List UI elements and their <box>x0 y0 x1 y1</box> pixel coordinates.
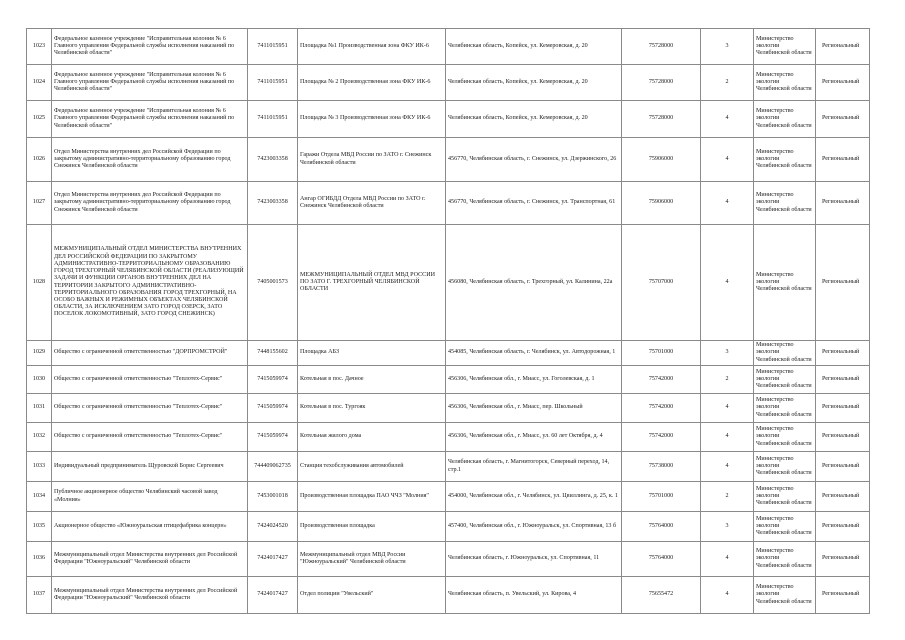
cell-address: 456306, Челябинская обл., г. Миасс, ул. 60 лет Октября, д. 4 <box>446 423 622 452</box>
cell-number: 1027 <box>27 182 52 225</box>
cell-organization: Федеральное казенное учреждение "Исправительная колония № 6 Главного управления Федеральной службы исполнения наказаний по Челябинской области" <box>52 65 248 101</box>
cell-address: 456770, Челябинская область, г. Снежинск, ул. Дзержинского, 26 <box>446 138 622 182</box>
cell-organization: Акционерное общество «Южноуральская птицефабрика концерн» <box>52 512 248 542</box>
cell-oktmo: 75701000 <box>622 482 701 512</box>
cell-address: 454000, Челябинская обл., г. Челябинск, ул. Цвиллинга, д. 25, к. 1 <box>446 482 622 512</box>
cell-supervisor: Министерство экологии Челябинской области <box>754 512 816 542</box>
cell-inn: 7448155602 <box>248 341 298 366</box>
cell-category: 4 <box>701 423 754 452</box>
cell-category: 4 <box>701 182 754 225</box>
cell-category: 3 <box>701 512 754 542</box>
cell-inn: 7415059974 <box>248 423 298 452</box>
cell-level: Региональный <box>816 366 870 394</box>
cell-object: Межмуниципальный отдел МВД России "Южноуральский" Челябинской области <box>298 542 446 577</box>
cell-object: Котельная в пос. Тургояк <box>298 394 446 423</box>
cell-supervisor: Министерство экологии Челябинской области <box>754 29 816 65</box>
cell-supervisor: Министерство экологии Челябинской области <box>754 138 816 182</box>
cell-object: Площадка № 3 Производственная зона ФКУ ИК-6 <box>298 101 446 138</box>
cell-oktmo: 75738000 <box>622 452 701 482</box>
cell-inn: 7411015951 <box>248 29 298 65</box>
cell-inn: 7424017427 <box>248 577 298 614</box>
cell-object: Гаражи Отдела МВД России по ЗАТО г. Снежинск Челябинской области <box>298 138 446 182</box>
cell-number: 1030 <box>27 366 52 394</box>
cell-oktmo: 75906000 <box>622 138 701 182</box>
cell-level: Региональный <box>816 65 870 101</box>
cell-number: 1025 <box>27 101 52 138</box>
cell-object: МЕЖМУНИЦИПАЛЬНЫЙ ОТДЕЛ МВД РОССИИ ПО ЗАТО Г. ТРЕХГОРНЫЙ ЧЕЛЯБИНСКОЙ ОБЛАСТИ <box>298 225 446 341</box>
cell-address: Челябинская область, Копейск, ул. Кемеровская, д. 20 <box>446 101 622 138</box>
cell-inn: 7453001018 <box>248 482 298 512</box>
cell-category: 4 <box>701 577 754 614</box>
cell-organization: Межмуниципальный отдел Министерства внутренних дел Российской Федерации "Южноуральский" Челябинской области <box>52 542 248 577</box>
cell-supervisor: Министерство экологии Челябинской области <box>754 65 816 101</box>
table-row <box>27 341 870 366</box>
cell-address: 456306, Челябинская обл., г. Миасс, пер. Школьный <box>446 394 622 423</box>
cell-supervisor: Министерство экологии Челябинской области <box>754 452 816 482</box>
cell-level: Региональный <box>816 542 870 577</box>
cell-address: Челябинская область, Копейск, ул. Кемеровская, д. 20 <box>446 29 622 65</box>
cell-level: Региональный <box>816 182 870 225</box>
cell-inn: 7415059974 <box>248 366 298 394</box>
cell-object: Котельная жилого дома <box>298 423 446 452</box>
table-row <box>27 65 870 101</box>
cell-object: Площадка №1 Производственная зона ФКУ ИК-6 <box>298 29 446 65</box>
cell-number: 1024 <box>27 65 52 101</box>
cell-oktmo: 75764000 <box>622 542 701 577</box>
cell-oktmo: 75742000 <box>622 366 701 394</box>
table-row <box>27 452 870 482</box>
cell-object: Площадка № 2 Производственная зона ФКУ ИК-6 <box>298 65 446 101</box>
cell-address: Челябинская область, п. Увельский, ул. Кирова, 4 <box>446 577 622 614</box>
cell-level: Региональный <box>816 101 870 138</box>
cell-oktmo: 75742000 <box>622 394 701 423</box>
cell-inn: 7424017427 <box>248 542 298 577</box>
cell-organization: Общество с ограниченной ответственностью "Теплотех-Сервис" <box>52 394 248 423</box>
cell-level: Региональный <box>816 512 870 542</box>
table-row <box>27 577 870 614</box>
cell-supervisor: Министерство экологии Челябинской области <box>754 182 816 225</box>
cell-level: Региональный <box>816 423 870 452</box>
cell-oktmo: 75728000 <box>622 101 701 138</box>
registry-rows <box>27 29 870 614</box>
cell-organization: Межмуниципальный отдел Министерства внутренних дел Российской Федерации "Южноуральский" Челябинской области <box>52 577 248 614</box>
cell-object: Ангар ОГИБДД Отдела МВД России по ЗАТО г. Снежинск Челябинской области <box>298 182 446 225</box>
cell-inn: 7411015951 <box>248 65 298 101</box>
cell-level: Региональный <box>816 452 870 482</box>
cell-inn: 744409062735 <box>248 452 298 482</box>
cell-inn: 7415059974 <box>248 394 298 423</box>
cell-number: 1031 <box>27 394 52 423</box>
cell-level: Региональный <box>816 482 870 512</box>
cell-number: 1034 <box>27 482 52 512</box>
cell-number: 1036 <box>27 542 52 577</box>
cell-level: Региональный <box>816 138 870 182</box>
cell-level: Региональный <box>816 577 870 614</box>
cell-inn: 7423003358 <box>248 138 298 182</box>
cell-organization: МЕЖМУНИЦИПАЛЬНЫЙ ОТДЕЛ МИНИСТЕРСТВА ВНУТРЕННИХ ДЕЛ РОССИЙСКОЙ ФЕДЕРАЦИИ ПО ЗАКРЫТОМУ АДМИНИСТРАТИВНО-ТЕРРИТОРИАЛЬНОМУ ОБРАЗОВАНИЮ ГОРОД ТРЕХГОРНЫЙ ЧЕЛЯБИНСКОЙ ОБЛАСТИ (РЕАЛИЗУЮЩИЙ ЗАДАЧИ И ФУНКЦИИ ОРГАНОВ ВНУТРЕННИХ ДЕЛ НА ТЕРРИТОРИИ ЗАКРЫТОГО АДМИНИСТРАТИВНО-ТЕРРИТОРИАЛЬНОГО ОБРАЗОВАНИЯ ГОРОД ТРЕХГОРНЫЙ, НА ОСОБО ВАЖНЫХ И РЕЖИМНЫХ ОБЪЕКТАХ ЧЕЛЯБИНСКОЙ ОБЛАСТИ, ЗА ИСКЛЮЧЕНИЕМ ЗАТО ГОРОД ОЗЕРСК, ЗАТО ПОСЕЛОК ЛОКОМОТИВНЫЙ, ЗАТО ГОРОД СНЕЖИНСК) <box>52 225 248 341</box>
table-row <box>27 225 870 341</box>
cell-category: 3 <box>701 341 754 366</box>
cell-number: 1026 <box>27 138 52 182</box>
cell-address: 456770, Челябинская область, г. Снежинск, ул. Транспортная, 61 <box>446 182 622 225</box>
cell-supervisor: Министерство экологии Челябинской области <box>754 101 816 138</box>
table-row <box>27 394 870 423</box>
cell-object: Производственная площадка <box>298 512 446 542</box>
cell-organization: Общество с ограниченной ответственностью "Теплотех-Сервис" <box>52 423 248 452</box>
cell-oktmo: 75906000 <box>622 182 701 225</box>
cell-category: 4 <box>701 394 754 423</box>
cell-oktmo: 75742000 <box>622 423 701 452</box>
cell-category: 4 <box>701 101 754 138</box>
cell-category: 4 <box>701 225 754 341</box>
cell-oktmo: 75764000 <box>622 512 701 542</box>
cell-object: Производственная площадка ПАО ЧЧЗ "Молния" <box>298 482 446 512</box>
cell-supervisor: Министерство экологии Челябинской области <box>754 225 816 341</box>
cell-oktmo: 75701000 <box>622 341 701 366</box>
cell-supervisor: Министерство экологии Челябинской области <box>754 423 816 452</box>
cell-number: 1033 <box>27 452 52 482</box>
cell-category: 2 <box>701 366 754 394</box>
table-row <box>27 29 870 65</box>
cell-inn: 7424024520 <box>248 512 298 542</box>
cell-level: Региональный <box>816 225 870 341</box>
cell-level: Региональный <box>816 394 870 423</box>
table-row <box>27 542 870 577</box>
cell-address: Челябинская область, Копейск, ул. Кемеровская, д. 20 <box>446 65 622 101</box>
cell-number: 1037 <box>27 577 52 614</box>
cell-address: 454085, Челябинская область, г. Челябинск, ул. Автодорожная, 1 <box>446 341 622 366</box>
cell-number: 1029 <box>27 341 52 366</box>
cell-oktmo: 75707000 <box>622 225 701 341</box>
cell-organization: Отдел Министерства внутренних дел Российской Федерации по закрытому административно-территориальному образованию город Снежинск Челябинской области <box>52 138 248 182</box>
cell-supervisor: Министерство экологии Челябинской области <box>754 577 816 614</box>
cell-object: Отдел полиции "Увельский" <box>298 577 446 614</box>
cell-oktmo: 75728000 <box>622 65 701 101</box>
table-row <box>27 101 870 138</box>
table-row <box>27 423 870 452</box>
cell-organization: Общество с ограниченной ответственностью "ДОРПРОМСТРОЙ" <box>52 341 248 366</box>
registry-table <box>26 28 870 614</box>
cell-supervisor: Министерство экологии Челябинской области <box>754 542 816 577</box>
cell-number: 1023 <box>27 29 52 65</box>
cell-address: Челябинская область, г. Магнитогорск, Северный переход, 14, стр.1 <box>446 452 622 482</box>
cell-address: 457400, Челябинская обл., г. Южноуральск, ул. Спортивная, 13 б <box>446 512 622 542</box>
cell-category: 3 <box>701 29 754 65</box>
cell-organization: Федеральное казенное учреждение "Исправительная колония № 6 Главного управления Федеральной службы исполнения наказаний по Челябинской области" <box>52 101 248 138</box>
table-row <box>27 182 870 225</box>
cell-object: Площадка АБЗ <box>298 341 446 366</box>
table-row <box>27 482 870 512</box>
cell-inn: 7423003358 <box>248 182 298 225</box>
cell-category: 4 <box>701 542 754 577</box>
cell-object: Станция техобслуживания автомобилей <box>298 452 446 482</box>
table-row <box>27 138 870 182</box>
cell-level: Региональный <box>816 341 870 366</box>
cell-organization: Общество с ограниченной ответственностью "Теплотех-Сервис" <box>52 366 248 394</box>
cell-address: 456080, Челябинская область, г. Трехгорный, ул. Калинина, 22а <box>446 225 622 341</box>
cell-supervisor: Министерство экологии Челябинской области <box>754 366 816 394</box>
cell-number: 1032 <box>27 423 52 452</box>
cell-oktmo: 75728000 <box>622 29 701 65</box>
cell-address: Челябинская область, г. Южноуральск, ул. Спортивная, 11 <box>446 542 622 577</box>
cell-oktmo: 75655472 <box>622 577 701 614</box>
cell-inn: 7411015951 <box>248 101 298 138</box>
cell-organization: Отдел Министерства внутренних дел Российской Федерации по закрытому административно-территориальному образованию город Снежинск Челябинской области <box>52 182 248 225</box>
cell-number: 1035 <box>27 512 52 542</box>
cell-address: 456306, Челябинская обл., г. Миасс, ул. Гоголевская, д. 1 <box>446 366 622 394</box>
table-row <box>27 366 870 394</box>
cell-organization: Публичное акционерное общество Челябинский часовой завод «Молния» <box>52 482 248 512</box>
cell-supervisor: Министерство экологии Челябинской области <box>754 482 816 512</box>
cell-inn: 7405001573 <box>248 225 298 341</box>
cell-object: Котельная в пос. Дачное <box>298 366 446 394</box>
cell-number: 1028 <box>27 225 52 341</box>
cell-organization: Индивидуальный предприниматель Щуровской Борис Сергеевич <box>52 452 248 482</box>
cell-category: 4 <box>701 138 754 182</box>
cell-supervisor: Министерство экологии Челябинской области <box>754 394 816 423</box>
cell-supervisor: Министерство экологии Челябинской области <box>754 341 816 366</box>
cell-organization: Федеральное казенное учреждение "Исправительная колония № 6 Главного управления Федеральной службы исполнения наказаний по Челябинской области" <box>52 29 248 65</box>
cell-category: 2 <box>701 482 754 512</box>
cell-category: 4 <box>701 452 754 482</box>
cell-level: Региональный <box>816 29 870 65</box>
cell-category: 2 <box>701 65 754 101</box>
table-row <box>27 512 870 542</box>
